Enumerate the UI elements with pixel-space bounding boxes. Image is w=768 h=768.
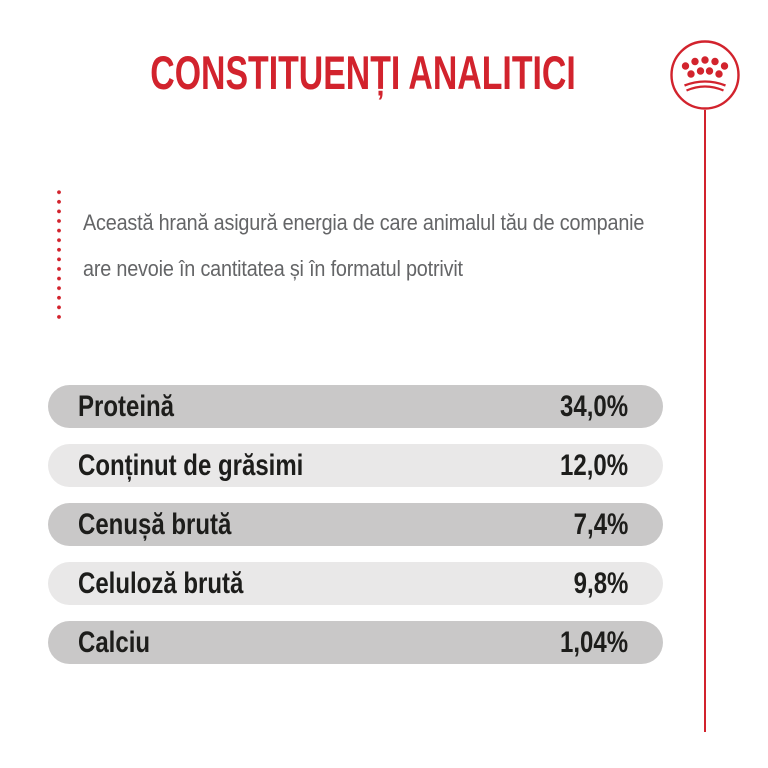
table-row (48, 621, 663, 664)
row-value: 9,8% (573, 566, 628, 600)
table-row (48, 562, 663, 605)
table-row (48, 503, 663, 546)
table-row (48, 444, 663, 487)
row-value: 12,0% (559, 448, 628, 482)
dotted-accent-line (57, 190, 61, 324)
row-label: Calciu (78, 625, 151, 659)
row-label: Conținut de grăsimi (78, 448, 304, 482)
intro-text (83, 200, 683, 292)
row-label: Celuloză brută (78, 566, 244, 600)
brand-vertical-line (704, 110, 706, 732)
intro-line-1: Această hrană asigură energia de care animalul tău de companie (83, 210, 645, 235)
royal-canin-crown-icon (668, 38, 742, 112)
constituents-table (48, 385, 663, 680)
table-row (48, 385, 663, 428)
row-value: 7,4% (573, 507, 628, 541)
page-title: CONSTITUENȚI ANALITICI (150, 46, 576, 99)
row-label: Proteină (78, 389, 175, 423)
row-value: 1,04% (559, 625, 628, 659)
intro-line-2: are nevoie în cantitatea și în formatul potrivit (83, 256, 463, 281)
row-label: Cenușă brută (78, 507, 232, 541)
row-value: 34,0% (559, 389, 628, 423)
